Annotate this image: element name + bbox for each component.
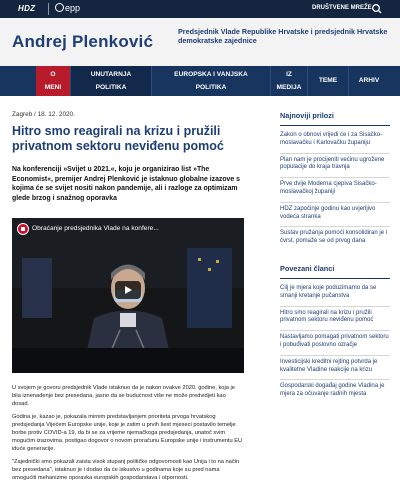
play-button-icon[interactable] [115, 281, 141, 299]
related-articles-heading: Povezani članci [280, 264, 390, 279]
epp-ring-icon [55, 3, 64, 12]
video-player[interactable] [12, 218, 244, 373]
nav-item-label: POLITIKA [195, 84, 227, 91]
article-paragraph: U svojem je govoru predsjednik Vlade istaknuo da je nakon ovakve 2020. godine, koja je bila iznenađenje bez presedana, jasno da se budućnost više ne može predvidjeti kao dosad. [12, 385, 235, 408]
nav-item-label: TEME [318, 77, 338, 84]
sidebar-latest-item[interactable]: Zakon o obnovi vrijedi će i za Sisačko-moslavačku i Karlovačku županiju [280, 129, 390, 154]
article-lead: Na konferenciji »Svijet u 2021.«, koju je organizirao list »The Economist«, premijer Andrej Plenković je istaknuo globalne izazove s kojima će se svijet nositi nakon pandemije, ali i razloge za optimizam glede brzog i snažnog oporavka [12, 166, 240, 202]
article-title: Hitro smo reagirali na krizu i pružili privatnom sektoru neviđenu pomoć [12, 124, 224, 153]
sidebar-related-item[interactable]: Hitro smo reagirali na krizu i pružili privatnom sektoru neviđenu pomoć [280, 307, 390, 332]
hdz-logo[interactable]: HDZ [18, 4, 36, 13]
site-title[interactable]: Andrej Plenković [12, 32, 154, 51]
related-articles [280, 264, 390, 404]
nav-item-arhiv[interactable] [349, 66, 389, 96]
sidebar-latest-item[interactable]: Plan nam je procijeniti većinu ugrožene populacije do kraja travnja [280, 154, 390, 179]
nav-item-label: UNUTARNJA [90, 71, 132, 78]
site-header [0, 18, 400, 66]
nav-item-label: O [50, 71, 56, 78]
article-paragraph: "Zajednički smo pokazali zaista visok stupanj političke odgovornosti kao Unija i to na način bez presedana", istaknuo je i dodao da će iskustvo u godinama koje su pred nama omogućiti mehanizme oporavka europskih gospodarstava i otpornosti. [12, 458, 240, 482]
nav-item-label: EUROPSKA I VANJSKA [174, 71, 248, 78]
latest-posts-heading: Najnoviji prilozi [280, 111, 390, 126]
channel-avatar[interactable] [17, 223, 29, 235]
nav-item-label: POLITIKA [95, 84, 127, 91]
nav-item-label: MEDIJA [276, 84, 302, 91]
sidebar-latest-item[interactable]: HDZ započinje godinu kao uvjerljivo vodeća stranka [280, 203, 390, 228]
site-subtitle: Predsjednik Vlade Republike Hrvatske i predsjednik Hrvatske demokratske zajednice [178, 27, 388, 45]
epp-logo-text: epp [65, 3, 81, 13]
sidebar-related-item[interactable]: Cilj je mjera koje poduzimamo da se smanji kretanje pučanstva [280, 282, 390, 307]
nav-item-label: IZ [286, 71, 292, 78]
article-paragraph: Godina je, kazao je, pokazala mirnim predstavljanjem prioriteta prvoga hrvatskog predsjedanja Vijećem Europske unije, koje je zatim u prvih šest mjeseci postavilo temelje borbe protiv COVID-a 19, da bi se za vrijeme njemačkoga predsjedanja, unatoč svim mogućim izazovima, postigao dogovor o novom proračunu Europske unije i instrumentu EU iduće generacije. [12, 413, 243, 453]
nav-item-label: MENI [44, 84, 62, 91]
sidebar-related-item[interactable]: Investicijski kreditni rejting potvrda je kvalitetne Vladine reakcije na krizu [280, 356, 390, 381]
logo-divider [48, 3, 49, 15]
article-body [12, 384, 244, 486]
sidebar-latest-item[interactable]: Sustav pružanja pomoći konsolidiran je i čvrst, pomaže se od prvog dana [280, 230, 388, 245]
epp-logo[interactable] [55, 3, 80, 13]
main-navigation [0, 66, 400, 96]
sidebar-related-item[interactable]: Nastavljamo pomagati privatnom sektoru i pobuđivati poslovno ozračje [280, 331, 390, 356]
search-icon[interactable] [370, 3, 384, 15]
sidebar-latest-item[interactable]: Prve dvije Moderna cjepiva Sisačko-moslavačkoj županiji [280, 178, 390, 203]
sidebar [280, 111, 390, 404]
social-networks-link[interactable]: DRUŠTVENE MREŽE [312, 5, 372, 11]
sidebar-related-item[interactable]: Gospodarski događaj godine Vladina je mjera za očuvanje radnih mjesta [280, 383, 385, 398]
top-bar [0, 0, 400, 18]
video-title[interactable]: Obraćanje predsjednika Vlade na konfere... [32, 225, 159, 232]
nav-item-o-meni[interactable] [36, 66, 70, 96]
nav-item-europska-vanjska-politika[interactable] [152, 66, 270, 96]
nav-item-teme[interactable] [308, 66, 348, 96]
nav-item-label: ARHIV [358, 77, 380, 84]
article-meta: Zagreb / 18. 12. 2020. [12, 111, 75, 118]
nav-item-unutarnja-politika[interactable] [71, 66, 151, 96]
nav-item-iz-medija[interactable] [271, 66, 307, 96]
